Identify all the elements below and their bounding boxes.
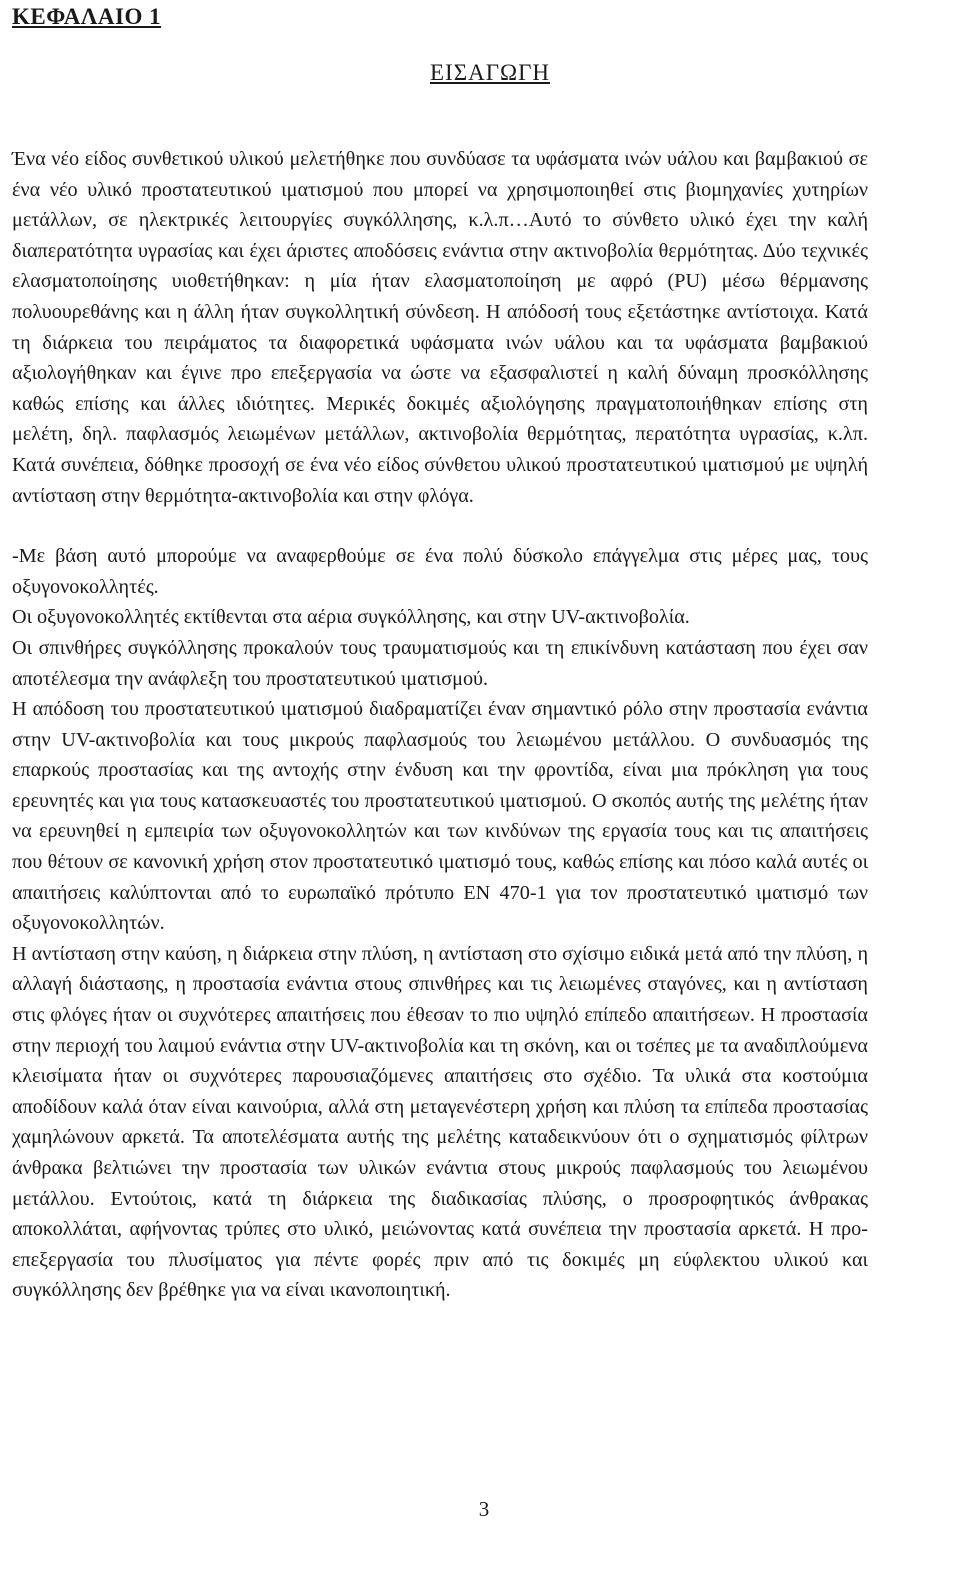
page-number: 3: [478, 1497, 490, 1521]
paragraph-intro: Ένα νέο είδος συνθετικού υλικού μελετήθηκε που συνδύασε τα υφάσματα ινών υάλου και βαμβακιού σε ένα νέο υλικό προστατευτικού ιματισμού που μπορεί να χρησιμοποιηθεί στις βιομηχανίες χυτηρίων μετάλλων, σε ηλεκτρικές λειτουργίες συγκόλλησης, κ.λ.π…Αυτό το σύνθετο υλικό έχει την καλή διαπερατότητα υγρασίας και έχει άριστες αποδόσεις ενάντια στην ακτινοβολία θερμότητας. Δύο τεχνικές ελασματοποίησης υιοθετήθηκαν: η μία ήταν ελασματοποίηση με αφρό (PU) μέσω θέρμανσης πολυουρεθάνης και η άλλη ήταν συγκολλητική σύνδεση. Η απόδοσή τους εξετάστηκε αντίστοιχα. Κατά τη διάρκεια του πειράματος τα διαφορετικά υφάσματα ινών υάλου και τα υφάσματα βαμβακιού αξιολογήθηκαν και έγινε προ επεξεργασία να ώστε να εξασφαλιστεί η καλή δύναμη προσκόλλησης καθώς επίσης και άλλες ιδιότητες. Μερικές δοκιμές αξιολόγησης πραγματοποιήθηκαν επίσης στη μελέτη, δηλ. παφλασμός λειωμένων μετάλλων, ακτινοβολία θερμότητας, περατότητα υγρασίας, κ.λπ. Κατά συνέπεια, δόθηκε προσοχή σε ένα νέο είδος σύνθετου υλικού προστατευτικού ιματισμού με υψηλή αντίσταση στην θερμότητα-ακτινοβολία και στην φλόγα.: [12, 148, 868, 507]
paragraph-welding-gases: Οι οξυγονοκολλητές εκτίθενται στα αέρια συγκόλλησης, και στην UV-ακτινοβολία.: [12, 606, 690, 629]
body-text: [12, 144, 868, 1306]
section-heading: ΕΙΣΑΓΩΓΗ: [429, 60, 550, 85]
paragraph-welders-profession: -Με βάση αυτό μπορούμε να αναφερθούμε σε ένα πολύ δύσκολο επάγγελμα στις μέρες μας, τους οξυγονοκολλητές.: [12, 545, 868, 598]
paragraph-welding-sparks: Οι σπινθήρες συγκόλλησης προκαλούν τους τραυματισμούς και τη επικίνδυνη κατάσταση που έχει σαν αποτέλεσμα την ανάφλεξη του προστατευτικού ιματισμού.: [12, 636, 868, 690]
paragraph-clothing-performance: Η απόδοση του προστατευτικού ιματισμού διαδραματίζει έναν σημαντικό ρόλο στην προστασία ενάντια στην UV-ακτινοβολία και τους μικρούς παφλασμούς του λειωμένου μετάλλου. Ο συνδυασμός της επαρκούς προστασίας και της αντοχής στην ένδυση και την φροντίδα, είναι μια πρόκληση για τους ερευνητές και για τους κατασκευαστές του προστατευτικού ιματισμού. Ο σκοπός αυτής της μελέτης ήταν να ερευνηθεί η εμπειρία των οξυγονοκολλητών και των κινδύνων της εργασία τους και τις απαιτήσεις που θέτουν σε κανονική χρήση στον προστατευτικό ιματισμό τους, καθώς επίσης και πόσο καλά αυτές οι απαιτήσεις καλύπτονται από το ευρωπαϊκό πρότυπο EN 470-1 για τον προστατευτικό ιματισμό των οξυγονοκολλητών.: [12, 698, 868, 935]
chapter-heading: ΚΕΦΑΛΑΙΟ 1: [12, 4, 162, 29]
paragraph-requirements: Η αντίσταση στην καύση, η διάρκεια στην πλύση, η αντίσταση στο σχίσιμο ειδικά μετά από την πλύση, η αλλαγή διάστασης, η προστασία ενάντια στους σπινθήρες και τις λειωμένες σταγόνες, και η αντίσταση στις φλόγες ήταν οι συχνότερες απαιτήσεις που έθεσαν το πιο υψηλό επίπεδο απαιτήσεων. Η προστασία στην περιοχή του λαιμού ενάντια στην UV-ακτινοβολία και τη σκόνη, και οι τσέπες με τα αναδιπλούμενα κλεισίματα ήταν οι συχνότερες παρουσιαζόμενες απαιτήσεις στο σχέδιο. Τα υλικά στα κοστούμια αποδίδουν καλά όταν είναι καινούρια, αλλά στη μεταγενέστερη χρήση και πλύση τα επίπεδα προστασίας χαμηλώνουν αρκετά. Τα αποτελέσματα αυτής της μελέτης καταδεικνύουν ότι ο σχηματισμός φίλτρων άνθρακα βελτιώνει την προστασία των υλικών ενάντια στους μικρούς παφλασμούς του λειωμένου μετάλλου. Εντούτοις, κατά τη διάρκεια της διαδικασίας πλύσης, ο προσροφητικός άνθρακας αποκολλάται, αφήνοντας τρύπες στο υλικό, μειώνοντας κατά συνέπεια την προστασία αρκετά. Η προ-επεξεργασία του πλυσίματος για πέντε φορές πριν από τις δοκιμές μη εύφλεκτου υλικού και συγκόλλησης δεν βρέθηκε για να είναι ικανοποιητική.: [12, 942, 868, 1302]
